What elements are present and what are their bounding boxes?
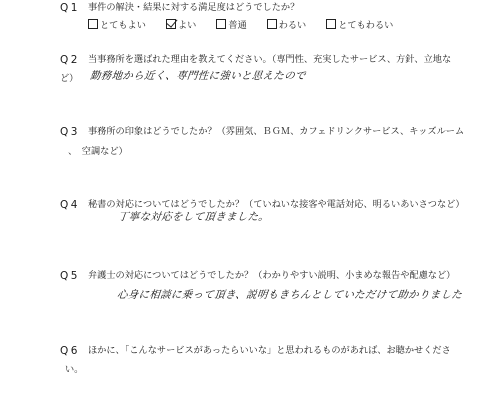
- checkbox[interactable]: [326, 19, 336, 29]
- q2-handwritten-answer: 勤務地から近く、専門性に強いと思えたので: [89, 70, 307, 82]
- option-label: わるい: [278, 20, 307, 31]
- q6-text: ほかに、「こんなサービスがあったらいいな」と思われるものがあれば、お聴かせくださ: [88, 345, 451, 356]
- q5-text: 弁護士の対応についてはどうでしたか？（わかりやすい説明、小まめな報告や配慮など）: [88, 270, 456, 281]
- q6-text-continued: い。: [65, 364, 84, 375]
- q1-option-5[interactable]: [326, 17, 393, 31]
- q1-options: [88, 17, 393, 31]
- q1-option-3[interactable]: [216, 17, 246, 31]
- q1-number: Q1: [60, 2, 80, 14]
- q1-option-2[interactable]: [166, 17, 196, 31]
- option-label: よい: [177, 20, 197, 31]
- checkbox[interactable]: [216, 19, 226, 29]
- q4-number: Q4: [60, 199, 80, 211]
- q1-option-4[interactable]: [267, 17, 307, 31]
- q1-option-1[interactable]: [88, 17, 146, 31]
- option-label: 普通: [228, 20, 247, 31]
- checkbox[interactable]: [88, 19, 98, 29]
- q2-text: 当事務所を選ばれた理由を教えてください。（専門性、充実したサービス、方針、立地な: [88, 54, 452, 65]
- q4-text: 秘書の対応についてはどうでしたか？（ていねいな接客や電話対応、明るいあいさつなど）: [88, 199, 465, 210]
- checkbox-checked[interactable]: [166, 19, 176, 29]
- option-label: とてもよい: [100, 20, 146, 31]
- q3-text-continued: 、 空調など）: [68, 146, 128, 157]
- q1-text: 事件の解決・結果に対する満足度はどうでしたか？: [88, 2, 300, 13]
- q3-text: 事務所の印象はどうでしたか？（雰囲気、ＢＧＭ、カフェドリンクサービス、キッズルーム: [88, 126, 465, 137]
- q3-number: Q3: [60, 126, 80, 138]
- q2-number: Q2: [60, 54, 80, 66]
- q5-handwritten-answer: 心身に相談に乗って頂き、説明もきちんとしていただけて助かりました: [116, 289, 463, 301]
- q6-number: Q6: [60, 345, 80, 357]
- q5-number: Q5: [60, 270, 80, 282]
- q4-handwritten-answer: 丁寧な対応をして頂きました。: [117, 211, 270, 223]
- q2-text-continued: ど）: [60, 73, 79, 84]
- option-label: とてもわるい: [338, 20, 394, 31]
- checkbox[interactable]: [267, 19, 277, 29]
